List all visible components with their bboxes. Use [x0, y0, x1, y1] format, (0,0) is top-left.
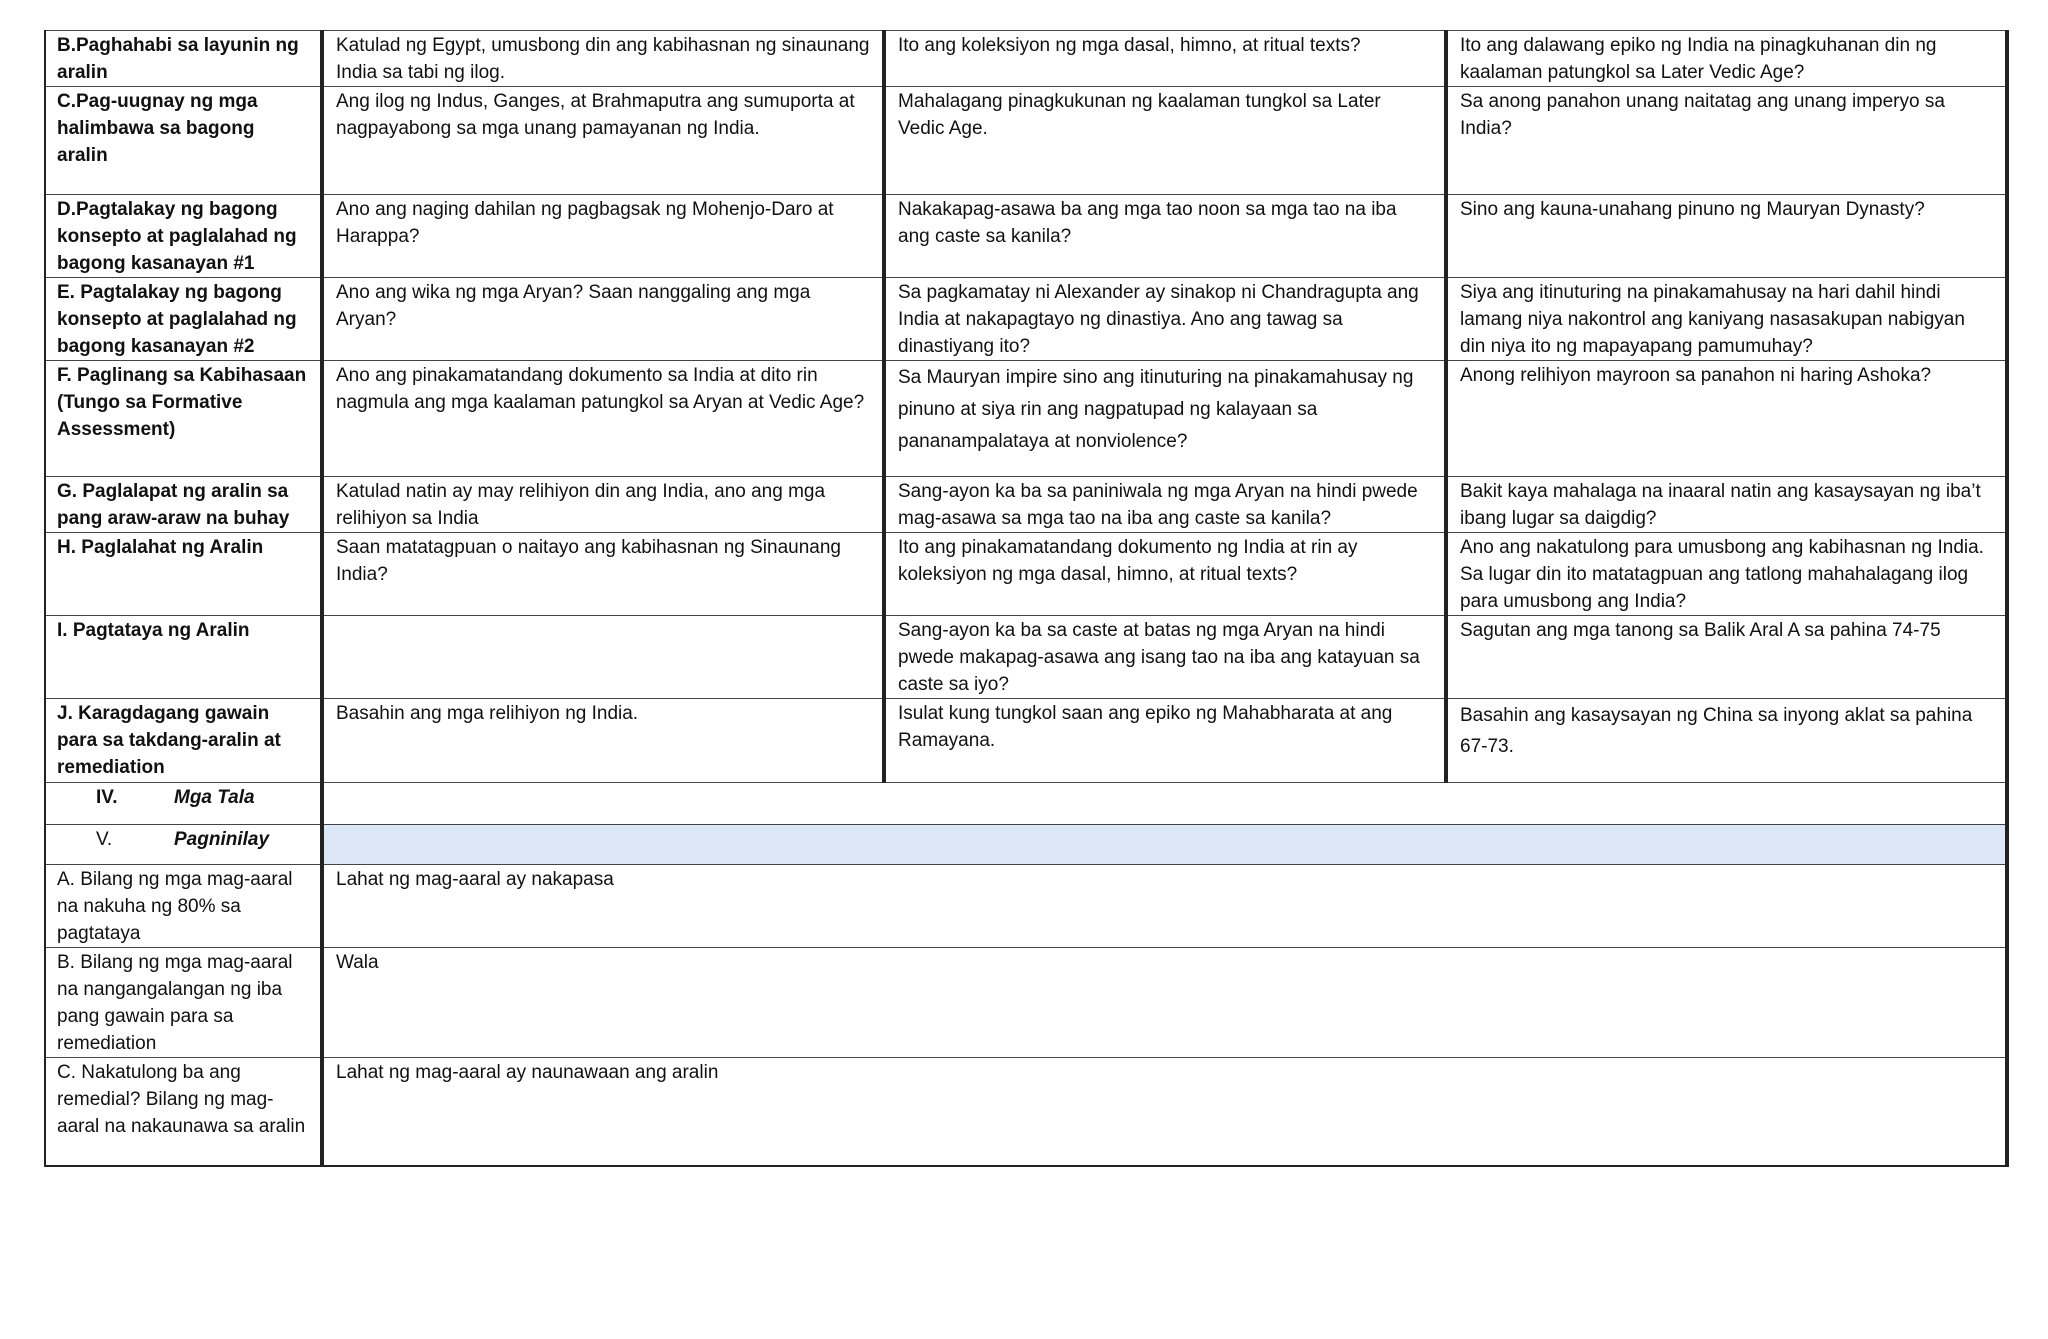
- table-row: [45, 477, 2007, 533]
- cell-g-day3: Bakit kaya mahalaga na inaaral natin ang kasaysayan ng iba’t ibang lugar sa daigdig?: [1446, 477, 2007, 533]
- section-row-pagninilay: [45, 825, 2007, 865]
- section-iv-number: IV.: [96, 787, 118, 808]
- cell-i-day1: [322, 616, 884, 699]
- table-row: [45, 31, 2007, 87]
- reflection-value-c: Lahat ng mag-aaral ay naunawaan ang aralin: [322, 1058, 2007, 1166]
- lesson-plan-table: [44, 30, 2009, 1167]
- table-row: [45, 195, 2007, 278]
- table-row: [45, 533, 2007, 616]
- cell-e-day1: Ano ang wika ng mga Aryan? Saan nanggaling ang mga Aryan?: [322, 278, 884, 361]
- cell-f-day1: Ano ang pinakamatandang dokumento sa India at dito rin nagmula ang mga kaalaman patungkol sa Aryan at Vedic Age?: [322, 361, 884, 477]
- cell-i-day3: Sagutan ang mga tanong sa Balik Aral A sa pahina 74-75: [1446, 616, 2007, 699]
- cell-d-day2: Nakakapag-asawa ba ang mga tao noon sa mga tao na iba ang caste sa kanila?: [884, 195, 1446, 278]
- table-row: [45, 948, 2007, 1058]
- section-v-label: [45, 825, 322, 865]
- cell-b-day3: Ito ang dalawang epiko ng India na pinagkuhanan din ng kaalaman patungkol sa Later Vedic Age?: [1446, 31, 2007, 87]
- cell-f-day3: Anong relihiyon mayroon sa panahon ni haring Ashoka?: [1446, 361, 2007, 477]
- cell-g-day1: Katulad natin ay may relihiyon din ang India, ano ang mga relihiyon sa India: [322, 477, 884, 533]
- cell-b-day2: Ito ang koleksiyon ng mga dasal, himno, at ritual texts?: [884, 31, 1446, 87]
- row-label-j: J. Karagdagang gawain para sa takdang-aralin at remediation: [45, 699, 322, 783]
- cell-c-day1: Ang ilog ng Indus, Ganges, at Brahmaputra ang sumuporta at nagpayabong sa mga unang pamayanan ng India.: [322, 87, 884, 195]
- cell-d-day1: Ano ang naging dahilan ng pagbagsak ng Mohenjo-Daro at Harappa?: [322, 195, 884, 278]
- cell-f-day2: Sa Mauryan impire sino ang itinuturing na pinakamahusay ng pinuno at siya rin ang nagpatupad ng kalayaan sa pananampalataya at nonviolence?: [884, 361, 1446, 477]
- cell-j-day2: Isulat kung tungkol saan ang epiko ng Mahabharata at ang Ramayana.: [884, 699, 1446, 783]
- table-row: [45, 616, 2007, 699]
- section-v-title: Pagninilay: [174, 829, 270, 850]
- cell-g-day2: Sang-ayon ka ba sa paniniwala ng mga Aryan na hindi pwede mag-asawa sa mga tao na iba ang caste sa kanila?: [884, 477, 1446, 533]
- table-row: [45, 87, 2007, 195]
- table-row: [45, 699, 2007, 783]
- table-row: [45, 361, 2007, 477]
- row-label-f: F. Paglinang sa Kabihasaan (Tungo sa Formative Assessment): [45, 361, 322, 477]
- cell-h-day3: Ano ang nakatulong para umusbong ang kabihasnan ng India. Sa lugar din ito matatagpuan ang tatlong mahahalagang ilog para umusbong ang India?: [1446, 533, 2007, 616]
- reflection-value-b: Wala: [322, 948, 2007, 1058]
- reflection-label-a: A. Bilang ng mga mag-aaral na nakuha ng 80% sa pagtataya: [45, 865, 322, 948]
- section-row-mga-tala: [45, 783, 2007, 825]
- row-label-b: B.Paghahabi sa layunin ng aralin: [45, 31, 322, 87]
- row-label-h: H. Paglalahat ng Aralin: [45, 533, 322, 616]
- row-label-d: D.Pagtalakay ng bagong konsepto at paglalahad ng bagong kasanayan #1: [45, 195, 322, 278]
- table-row: [45, 1058, 2007, 1166]
- cell-c-day2: Mahalagang pinagkukunan ng kaalaman tungkol sa Later Vedic Age.: [884, 87, 1446, 195]
- table-row: [45, 278, 2007, 361]
- section-v-number: V.: [96, 829, 113, 850]
- cell-e-day2: Sa pagkamatay ni Alexander ay sinakop ni Chandragupta ang India at nakapagtayo ng dinastiya. Ano ang tawag sa dinastiyang ito?: [884, 278, 1446, 361]
- row-label-e: E. Pagtalakay ng bagong konsepto at paglalahad ng bagong kasanayan #2: [45, 278, 322, 361]
- row-label-g: G. Paglalapat ng aralin sa pang araw-araw na buhay: [45, 477, 322, 533]
- cell-h-day2: Ito ang pinakamatandang dokumento ng India at rin ay koleksiyon ng mga dasal, himno, at ritual texts?: [884, 533, 1446, 616]
- reflection-label-c: C. Nakatulong ba ang remedial? Bilang ng mag-aaral na nakaunawa sa aralin: [45, 1058, 322, 1166]
- section-iv-title: Mga Tala: [174, 787, 255, 808]
- row-label-c: C.Pag-uugnay ng mga halimbawa sa bagong aralin: [45, 87, 322, 195]
- cell-b-day1: Katulad ng Egypt, umusbong din ang kabihasnan ng sinaunang India sa tabi ng ilog.: [322, 31, 884, 87]
- cell-d-day3: Sino ang kauna-unahang pinuno ng Mauryan Dynasty?: [1446, 195, 2007, 278]
- section-iv-value: [322, 783, 2007, 825]
- section-iv-label: [45, 783, 322, 825]
- cell-h-day1: Saan matatagpuan o naitayo ang kabihasnan ng Sinaunang India?: [322, 533, 884, 616]
- lesson-plan-sheet: [44, 30, 2006, 1167]
- cell-i-day2: Sang-ayon ka ba sa caste at batas ng mga Aryan na hindi pwede makapag-asawa ang isang tao na iba ang katayuan sa caste sa iyo?: [884, 616, 1446, 699]
- reflection-label-b: B. Bilang ng mga mag-aaral na nangangalangan ng iba pang gawain para sa remediation: [45, 948, 322, 1058]
- cell-j-day3: Basahin ang kasaysayan ng China sa inyong aklat sa pahina 67-73.: [1446, 699, 2007, 783]
- cell-j-day1: Basahin ang mga relihiyon ng India.: [322, 699, 884, 783]
- table-row: [45, 865, 2007, 948]
- reflection-value-a: Lahat ng mag-aaral ay nakapasa: [322, 865, 2007, 948]
- row-label-i: I. Pagtataya ng Aralin: [45, 616, 322, 699]
- cell-c-day3: Sa anong panahon unang naitatag ang unang imperyo sa India?: [1446, 87, 2007, 195]
- section-v-value: [322, 825, 2007, 865]
- cell-e-day3: Siya ang itinuturing na pinakamahusay na hari dahil hindi lamang niya nakontrol ang kaniyang nasasakupan nabigyan din niya ito ng mapayapang pamumuhay?: [1446, 278, 2007, 361]
